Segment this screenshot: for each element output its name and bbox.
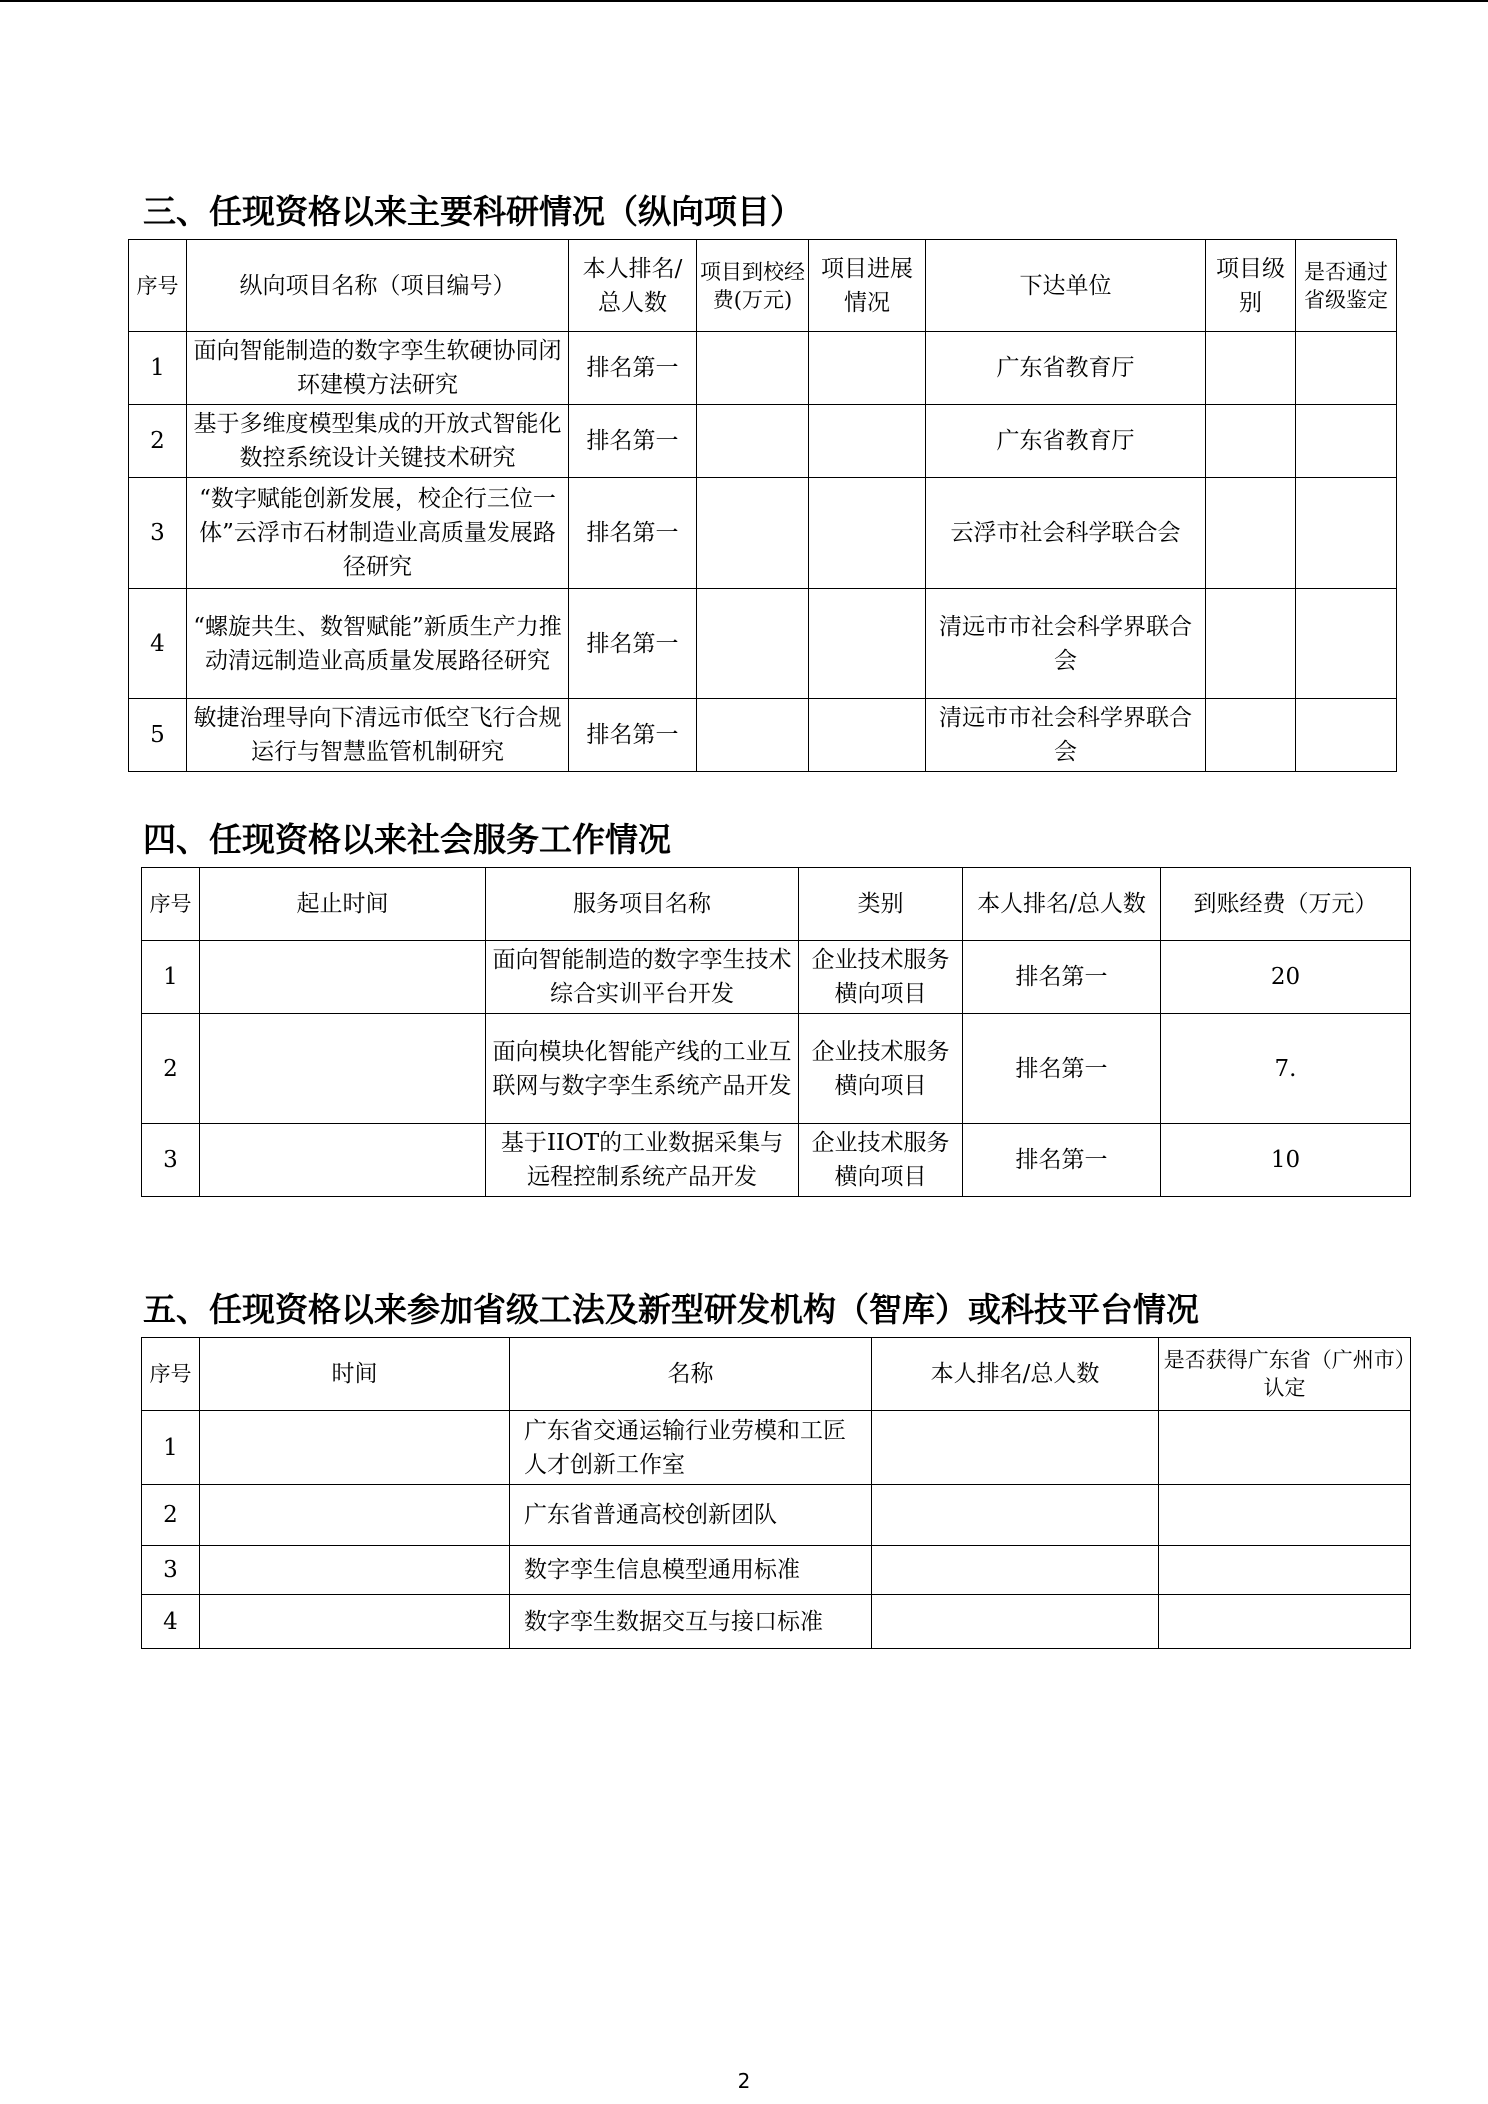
page-number: 2 [737,2069,751,2093]
cell-no: 4 [129,589,187,699]
header-cell: 项目进展情况 [809,240,926,332]
table-row [142,1124,1411,1197]
header-cell: 本人排名/总人数 [569,240,697,332]
header-cell: 纵向项目名称（项目编号） [187,240,569,332]
cell-no: 2 [142,1485,200,1546]
cell-approved [1296,589,1397,699]
header-cell: 服务项目名称 [486,868,799,941]
cell-project-name: 基于多维度模型集成的开放式智能化数控系统设计关键技术研究 [187,405,569,478]
cell-service-name: 面向智能制造的数字孪生技术综合实训平台开发 [486,941,799,1014]
cell-progress [809,405,926,478]
header-cell: 项目到校经费(万元) [697,240,809,332]
table-row [142,1014,1411,1124]
header-cell: 序号 [142,1338,200,1411]
cell-category: 企业技术服务横向项目 [799,941,963,1014]
cell-unit: 清远市市社会科学界联合会 [926,589,1206,699]
table-row [142,1546,1411,1595]
header-cell: 起止时间 [200,868,486,941]
table-row [142,1595,1411,1649]
cell-unit: 云浮市社会科学联合会 [926,478,1206,589]
header-cell: 序号 [129,240,187,332]
cell-progress [809,332,926,405]
cell-no: 2 [142,1014,200,1124]
cell-funding [697,478,809,589]
table-row [129,332,1397,405]
cell-rank [872,1485,1159,1546]
cell-service-name: 面向模块化智能产线的工业互联网与数字孪生系统产品开发 [486,1014,799,1124]
table-row [129,478,1397,589]
cell-time [200,1546,510,1595]
cell-rank: 排名第一 [569,478,697,589]
header-cell: 时间 [200,1338,510,1411]
table-header-row [142,868,1411,941]
cell-funding [697,589,809,699]
section3-title: 三、任现资格以来主要科研情况（纵向项目） [143,192,803,231]
cell-period [200,941,486,1014]
cell-level [1206,478,1296,589]
cell-rank: 排名第一 [569,589,697,699]
cell-project-name: “数字赋能创新发展，校企行三位一体”云浮市石材制造业高质量发展路径研究 [187,478,569,589]
cell-progress [809,699,926,772]
cell-no: 3 [142,1546,200,1595]
cell-certified [1159,1595,1411,1649]
research-projects-table [128,239,1397,772]
header-cell: 本人排名/总人数 [872,1338,1159,1411]
cell-approved [1296,405,1397,478]
cell-certified [1159,1411,1411,1485]
cell-level [1206,589,1296,699]
cell-no: 3 [129,478,187,589]
section5-title: 五、任现资格以来参加省级工法及新型研发机构（智库）或科技平台情况 [143,1290,1199,1329]
cell-project-name: “螺旋共生、数智赋能”新质生产力推动清远制造业高质量发展路径研究 [187,589,569,699]
cell-no: 4 [142,1595,200,1649]
header-cell: 是否获得广东省（广州市）认定 [1159,1338,1411,1411]
cell-unit: 清远市市社会科学界联合会 [926,699,1206,772]
cell-funding: 7. [1161,1014,1411,1124]
cell-no: 1 [129,332,187,405]
social-service-table [141,867,1411,1197]
cell-rank: 排名第一 [963,1014,1161,1124]
cell-level [1206,699,1296,772]
cell-platform-name: 广东省交通运输行业劳模和工匠人才创新工作室 [510,1411,872,1485]
cell-platform-name: 广东省普通高校创新团队 [510,1485,872,1546]
header-cell: 名称 [510,1338,872,1411]
cell-funding [697,405,809,478]
table-row [129,699,1397,772]
cell-time [200,1485,510,1546]
cell-certified [1159,1485,1411,1546]
table-row [142,941,1411,1014]
cell-funding: 10 [1161,1124,1411,1197]
cell-unit: 广东省教育厅 [926,332,1206,405]
cell-category: 企业技术服务横向项目 [799,1124,963,1197]
cell-progress [809,478,926,589]
cell-category: 企业技术服务横向项目 [799,1014,963,1124]
cell-funding: 20 [1161,941,1411,1014]
cell-rank: 排名第一 [963,941,1161,1014]
cell-project-name: 面向智能制造的数字孪生软硬协同闭环建模方法研究 [187,332,569,405]
header-cell: 是否通过省级鉴定 [1296,240,1397,332]
header-cell: 本人排名/总人数 [963,868,1161,941]
table-row [129,405,1397,478]
section4-title: 四、任现资格以来社会服务工作情况 [143,820,671,859]
cell-service-name: 基于IIOT的工业数据采集与远程控制系统产品开发 [486,1124,799,1197]
cell-time [200,1411,510,1485]
header-cell: 项目级别 [1206,240,1296,332]
table-row [142,1485,1411,1546]
table-row [129,589,1397,699]
cell-funding [697,332,809,405]
cell-time [200,1595,510,1649]
cell-level [1206,405,1296,478]
cell-approved [1296,699,1397,772]
cell-funding [697,699,809,772]
cell-platform-name: 数字孪生数据交互与接口标准 [510,1595,872,1649]
header-cell: 下达单位 [926,240,1206,332]
cell-period [200,1014,486,1124]
cell-rank: 排名第一 [569,405,697,478]
cell-rank [872,1546,1159,1595]
cell-level [1206,332,1296,405]
cell-no: 1 [142,941,200,1014]
header-cell: 序号 [142,868,200,941]
platform-table [141,1337,1411,1649]
cell-progress [809,589,926,699]
cell-rank [872,1411,1159,1485]
cell-rank: 排名第一 [963,1124,1161,1197]
cell-unit: 广东省教育厅 [926,405,1206,478]
cell-no: 2 [129,405,187,478]
cell-project-name: 敏捷治理导向下清远市低空飞行合规运行与智慧监管机制研究 [187,699,569,772]
table-header-row [129,240,1397,332]
header-cell: 类别 [799,868,963,941]
table-header-row [142,1338,1411,1411]
cell-rank: 排名第一 [569,699,697,772]
cell-certified [1159,1546,1411,1595]
cell-no: 3 [142,1124,200,1197]
cell-approved [1296,332,1397,405]
cell-approved [1296,478,1397,589]
cell-period [200,1124,486,1197]
cell-no: 1 [142,1411,200,1485]
cell-rank [872,1595,1159,1649]
header-cell: 到账经费（万元） [1161,868,1411,941]
cell-rank: 排名第一 [569,332,697,405]
cell-no: 5 [129,699,187,772]
table-row [142,1411,1411,1485]
cell-platform-name: 数字孪生信息模型通用标准 [510,1546,872,1595]
